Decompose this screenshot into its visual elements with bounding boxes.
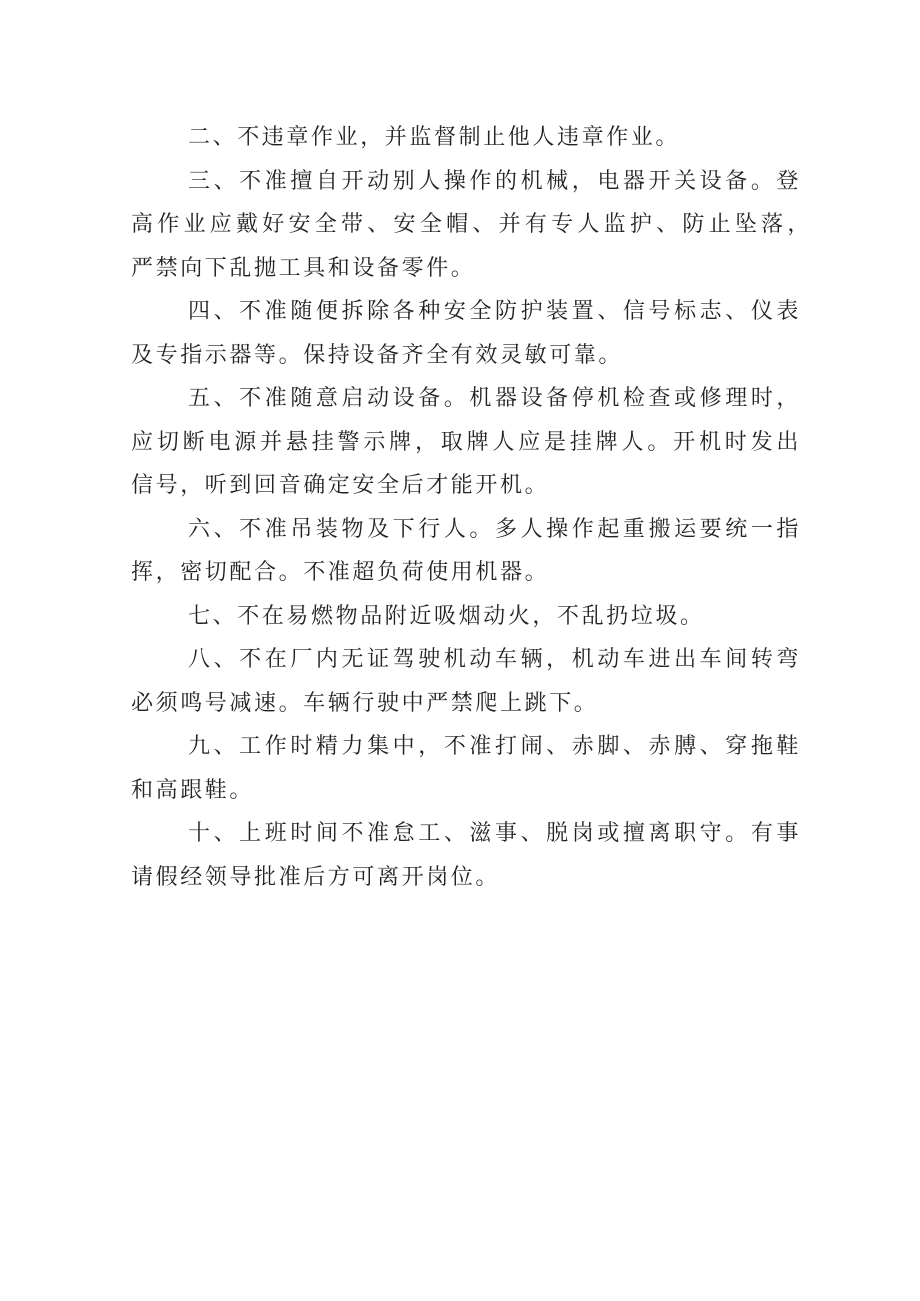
paragraph-rule-7: 七、不在易燃物品附近吸烟动火，不乱扔垃圾。 [188,603,705,629]
paragraph-rule-10: 十、上班时间不准怠工、滋事、脱岗或擅离职守。有事 请假经领导批准后方可离开岗位。 [131,821,801,890]
paragraph-rule-9: 九、工作时精力集中，不准打闹、赤脚、赤膊、穿拖鞋 和高跟鞋。 [131,734,801,803]
paragraph-rule-2: 二、不违章作业，并监督制止他人违章作业。 [188,125,681,150]
paragraph-rule-4: 四、不准随便拆除各种安全防护装置、信号标志、仪表 及专指示器等。保持设备齐全有效灵敏可靠。 [131,299,801,368]
paragraph-rule-6: 六、不准吊装物及下行人。多人操作起重搬运要统一指 挥，密切配合。不准超负荷使用机器。 [131,516,801,585]
paragraph-rule-3: 三、不准擅自开动别人操作的机械，电器开关设备。登 高作业应戴好安全带、安全帽、并有专人监护、防止坠落， 严禁向下乱抛工具和设备零件。 [131,168,826,281]
paragraph-rule-8: 八、不在厂内无证驾驶机动车辆，机动车进出车间转弯 必须鸣号减速。车辆行驶中严禁爬上跳下。 [131,647,801,716]
paragraph-rule-5: 五、不准随意启动设备。机器设备停机检查或修理时， 应切断电源并悬挂警示牌，取牌人应是挂牌人。开机时发出 信号，听到回音确定安全后才能开机。 [131,386,826,498]
document-body [131,116,826,899]
